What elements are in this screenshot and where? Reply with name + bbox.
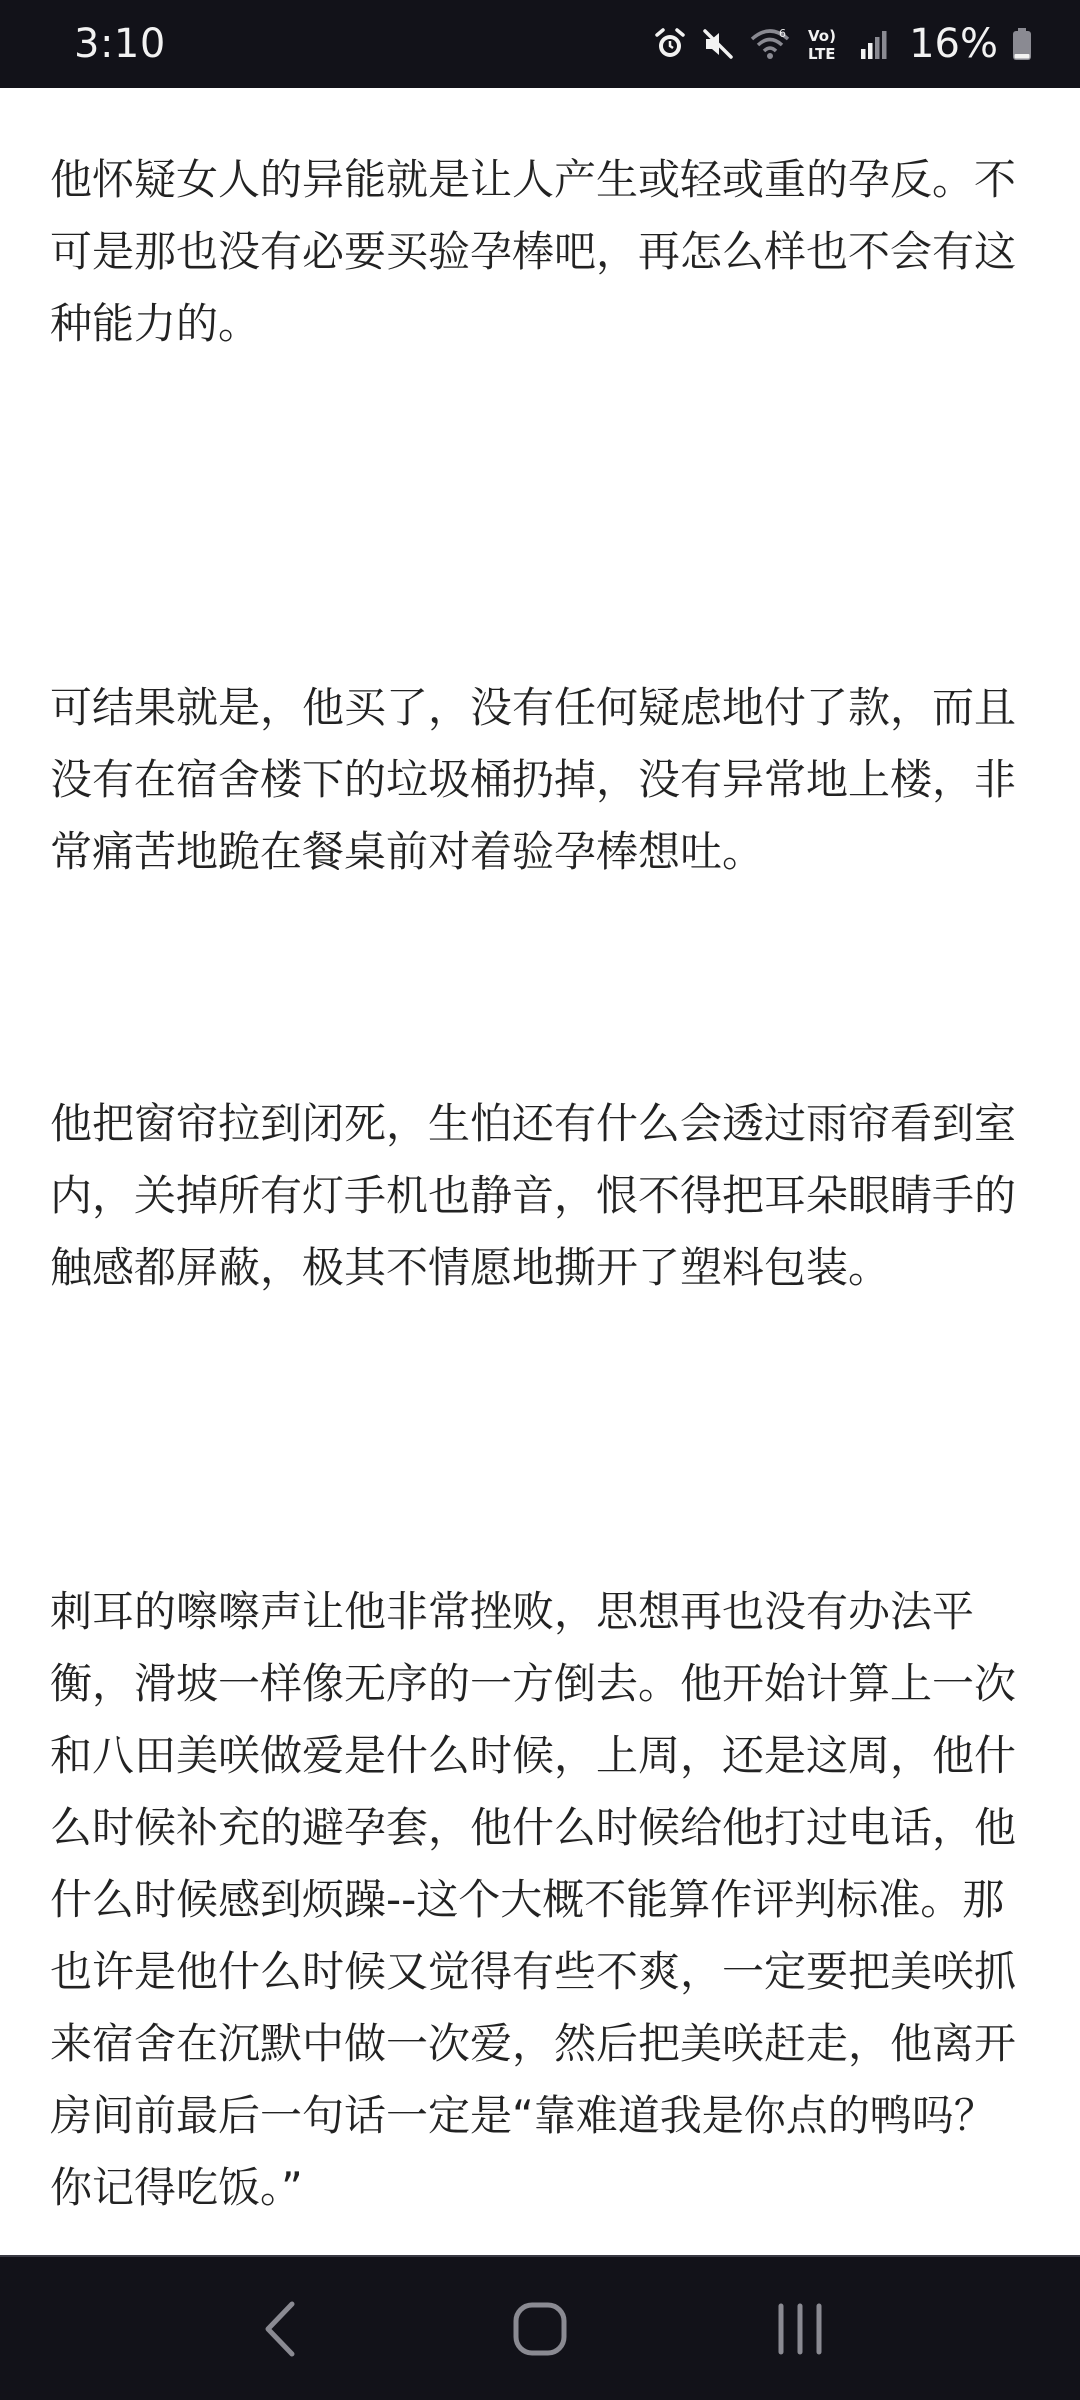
battery-icon: [1012, 27, 1032, 61]
recents-icon: [765, 2294, 835, 2364]
svg-text:Vo): Vo): [808, 27, 837, 45]
svg-text:LTE: LTE: [808, 45, 836, 63]
home-button[interactable]: [480, 2279, 600, 2379]
reader-content[interactable]: [0, 88, 1080, 2256]
signal-icon: [859, 27, 891, 61]
volte-icon: [805, 25, 845, 63]
recents-button[interactable]: [740, 2279, 860, 2379]
battery-percent: 16%: [909, 21, 998, 67]
navigation-bar: [0, 2257, 1080, 2400]
paragraph: 刺耳的嚓嚓声让他非常挫败，思想再也没有办法平衡，滑坡一样像无序的一方倒去。他开始计算上一次和八田美咲做爱是什么时候，上周，还是这周，他什么时候补充的避孕套，他什么时候给他打过电话，他什么时候感到烦躁--这个大概不能算作评判标准。那也许是他什么时候又觉得有些不爽，一定要把美咲抓来宿舍在沉默中做一次爱，然后把美咲赶走，他离开房间前最后一句话一定是“靠难道我是你点的鸭吗？你记得吃饭。”: [50, 1587, 1017, 2212]
paragraph: 他怀疑女人的异能就是让人产生或轻或重的孕反。不可是那也没有必要买验孕棒吧，再怎么样也不会有这种能力的。: [50, 155, 1017, 348]
status-bar: [0, 0, 1080, 88]
back-button[interactable]: [220, 2279, 340, 2379]
status-time: 3:10: [74, 21, 166, 67]
home-icon: [505, 2294, 575, 2364]
status-icons: [653, 21, 1032, 67]
paragraph: 他把窗帘拉到闭死，生怕还有什么会透过雨帘看到室内，关掉所有灯手机也静音，恨不得把耳朵眼睛手的触感都屏蔽，极其不情愿地撕开了塑料包装。: [50, 1099, 1017, 1292]
mute-icon: [701, 27, 735, 61]
wifi-icon: [749, 27, 791, 61]
paragraph: 可结果就是，他买了，没有任何疑虑地付了款，而且没有在宿舍楼下的垃圾桶扔掉，没有异常地上楼，非常痛苦地跪在餐桌前对着验孕棒想吐。: [50, 683, 1017, 876]
back-icon: [250, 2294, 310, 2364]
svg-text:6: 6: [779, 27, 787, 40]
alarm-icon: [653, 27, 687, 61]
